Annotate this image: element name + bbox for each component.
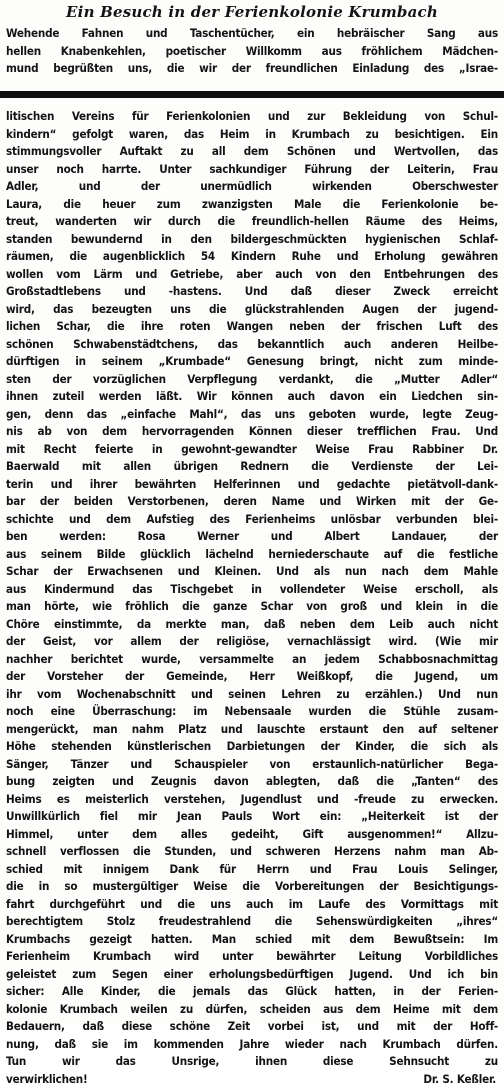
text-line: die in so mustergültiger Weise die Vorbereitungen der Besichtigungs- [6, 878, 498, 896]
text-line: Wehende Fahnen und Taschentücher, ein hebräischer Sang aus [6, 25, 498, 43]
text-line: terin und ihrer bewährten Helferinnen und gedachte pietätvoll-dank- [6, 476, 498, 494]
text-line: Chöre einstimmte, da merkte man, daß neben dem Leib auch nicht [6, 616, 498, 634]
text-line: unser noch harrte. Unter sachkundiger Führung der Leiterin, Frau [6, 161, 498, 179]
text-line: man hörte, wie fröhlich die ganze Schar von groß und klein in die [6, 598, 498, 616]
text-line: hellen Knabenkehlen, poetischer Willkomm aus fröhlichem Mädchen- [6, 43, 498, 61]
text-line: wird, das bezeugten uns die glückstrahlenden Augen der jugend- [6, 301, 498, 319]
text-line: ihnen zuteil werden läßt. Wir können auch davon ein Liedchen sin- [6, 388, 498, 406]
text-line: litischen Vereins für Ferienkolonien und zur Bekleidung von Schul- [6, 108, 498, 126]
text-line: mund begrüßten uns, die wir der freundlichen Einladung des „Israe- [6, 60, 498, 78]
text-line: wollen vom Lärm und Getriebe, aber auch von den Entbehrungen des [6, 266, 498, 284]
text-line: aus seinem Bilde glücklich lächelnd herniederschaute auf die festliche [6, 546, 498, 564]
text-line: treut, wanderten wir durch die freundlich-hellen Räume des Heims, [6, 213, 498, 231]
text-line: berechtigtem Stolz freudestrahlend die Sehenswürdigkeiten „ihres“ [6, 913, 498, 931]
text-line: schied mit innigem Dank für Herrn und Frau Louis Selinger, [6, 861, 498, 879]
text-line: ihr vom Wochenabschnitt und seinen Lehren zu erzählen.) Und nun [6, 686, 498, 704]
text-line: fahrt durchgeführt und die uns auch im Laufe des Vormittags mit [6, 896, 498, 914]
text-line: Höhe stehenden künstlerischen Darbietungen der Kinder, die sich als [6, 738, 498, 756]
text-line: kindern“ gefolgt waren, das Heim in Krumbach zu besichtigen. Ein [6, 126, 498, 144]
article-title: Ein Besuch in der Ferienkolonie Krumbach [0, 2, 504, 22]
text-line: standen bewundernd in den bildergeschmückten hygienischen Schlaf- [6, 231, 498, 249]
text-line: geleistet zum Segen einer erholungsbedürftigen Jugend. Und ich bin [6, 966, 498, 984]
text-line: nis ab von dem hervorragenden Können dieser trefflichen Frau. Und [6, 423, 498, 441]
text-line: schichte und dem Aufstieg des Ferienheims unlösbar verbunden blei- [6, 511, 498, 529]
text-line: Bedauern, daß diese schöne Zeit vorbei ist, und mit der Hoff- [6, 1018, 498, 1036]
text-line: sicher: Alle Kinder, die jemals das Glück hatten, in der Ferien- [6, 983, 498, 1001]
text-line: Heims es meisterlich verstehen, Jugendlust und -freude zu erwecken. [6, 791, 498, 809]
text-line: kolonie Krumbach weilen zu dürfen, scheiden aus dem Heime mit dem [6, 1001, 498, 1019]
text-line: noch eine Überraschung: im Nebensaale wurden die Stühle zusam- [6, 703, 498, 721]
author-signature: Dr. S. Keßler. [423, 1071, 496, 1088]
text-line: Baerwald mit allen übrigen Rednern die Verdienste der Lei- [6, 458, 498, 476]
text-line: nung, daß sie im kommenden Jahre wieder nach Krumbach dürfen. [6, 1036, 498, 1054]
text-line [6, 1071, 498, 1088]
text-line: räumen, die augenblicklich 54 Kindern Ruhe und Erholung gewähren [6, 248, 498, 266]
text-line: Krumbachs gezeigt hatten. Man schied mit dem Bewußtsein: Im [6, 931, 498, 949]
text-line: mengerückt, man nahm Platz und lauschte erstaunt den auf seltener [6, 721, 498, 739]
text-line-end: verwirklichen! [6, 1072, 88, 1086]
text-line: stimmungsvoller Auftakt zu all dem Schönen und Wertvollen, das [6, 143, 498, 161]
text-line: Tun wir das Unsrige, ihnen diese Sehnsucht zu [6, 1053, 498, 1071]
section-divider-rule [0, 91, 504, 98]
text-line: aus Kindermund das Tischgebet in vollendeter Weise erscholl, als [6, 581, 498, 599]
text-line: ben werden: Rosa Werner und Albert Landauer, der [6, 528, 498, 546]
text-line: Ferienheim Krumbach wird unter bewährter Leitung Vorbildliches [6, 948, 498, 966]
text-line: Himmel, unter dem alles gedeiht, Gift ausgenommen!“ Allzu- [6, 826, 498, 844]
text-line: dürftigen in seinem „Krumbade“ Genesung bringt, nicht zum minde- [6, 353, 498, 371]
text-line: der Geist, vor allem der religiöse, vernachlässigt wird. (Wie mir [6, 633, 498, 651]
text-line: nachher berichtet wurde, versammelte an jedem Schabbosnachmittag [6, 651, 498, 669]
text-line: der Vorsteher der Gemeinde, Herr Weißkopf, die Jugend, um [6, 668, 498, 686]
article-body [6, 108, 498, 1088]
text-line: Sänger, Tänzer und Schauspieler von erstaunlich-natürlicher Bega- [6, 756, 498, 774]
text-line: schnell verflossen die Stunden, und schweren Herzens nahm man Ab- [6, 843, 498, 861]
text-line: gen, denn das „einfache Mahl“, das uns geboten wurde, legte Zeug- [6, 406, 498, 424]
text-line: Unwillkürlich fiel mir Jean Pauls Wort ein: „Heiterkeit ist der [6, 808, 498, 826]
text-line: Laura, die heuer zum zwanzigsten Male die Ferienkolonie be- [6, 196, 498, 214]
text-line: Adler, und der unermüdlich wirkenden Oberschwester [6, 178, 498, 196]
text-line: lichen Schar, die ihre roten Wangen neben der frischen Luft des [6, 318, 498, 336]
intro-paragraph [6, 25, 498, 78]
text-line: bar der beiden Verstorbenen, deren Name und Wirken mit der Ge- [6, 493, 498, 511]
text-line: schönen Schwabenstädtchens, das bekanntlich auch anderen Heilbe- [6, 336, 498, 354]
text-line: sten der vorzüglichen Verpflegung verdankt, die „Mutter Adler“ [6, 371, 498, 389]
text-line: Schar der Erwachsenen und Kleinen. Und als nun nach dem Mahle [6, 563, 498, 581]
text-line: Großstadtlebens und -hastens. Und daß dieser Zweck erreicht [6, 283, 498, 301]
text-line: bung zeigten und Zeugnis davon ablegten, daß die „Tanten“ des [6, 773, 498, 791]
text-line: mit Recht feierte in gewohnt-gewandter Weise Frau Rabbiner Dr. [6, 441, 498, 459]
